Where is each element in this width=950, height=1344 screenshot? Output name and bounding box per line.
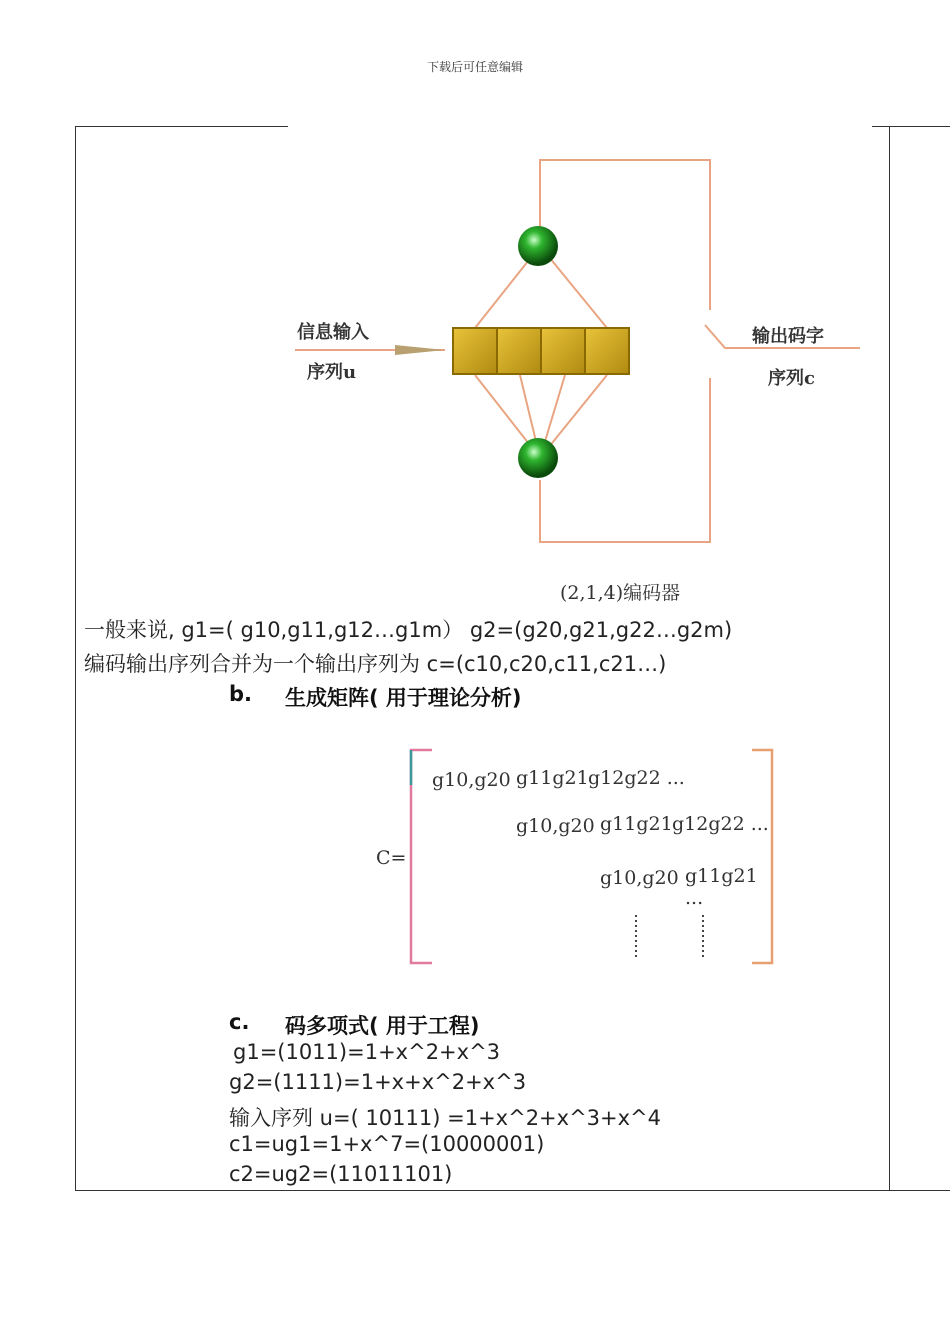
adder-bottom-icon bbox=[518, 438, 558, 478]
section-b-title: 生成矩阵( 用于理论分析) bbox=[285, 686, 522, 710]
section-b-label: b. bbox=[229, 682, 253, 706]
matrix-r1-c1: g10,g20 bbox=[432, 769, 511, 791]
matrix-r3-c2: g11g21 ... bbox=[685, 865, 758, 909]
section-c-label: c. bbox=[229, 1010, 250, 1034]
poly-line-4: c1=ug1=1+x^7=(10000001) bbox=[229, 1132, 545, 1156]
frame-bottom bbox=[75, 1190, 950, 1191]
adder-top-icon bbox=[518, 226, 558, 266]
input-label-1: 信息输入 bbox=[297, 322, 369, 343]
input-arrow-icon bbox=[395, 345, 445, 355]
frame-top-right bbox=[872, 126, 950, 127]
matrix-r2-c1: g10,g20 bbox=[516, 815, 595, 837]
encoder-caption: (2,1,4)编码器 bbox=[560, 582, 681, 604]
matrix-r1-c3: g12g22 ... bbox=[588, 767, 685, 789]
frame-top-left bbox=[75, 126, 288, 127]
matrix-r3-c1: g10,g20 bbox=[600, 867, 679, 889]
poly-line-3: 输入序列 u=( 10111) =1+x^2+x^3+x^4 bbox=[229, 1106, 662, 1130]
shift-register bbox=[453, 328, 629, 374]
matrix-r2-c2: g11g21 bbox=[600, 813, 673, 835]
encoder-diagram bbox=[285, 150, 875, 610]
header-note: 下载后可任意编辑 bbox=[426, 60, 523, 74]
input-label-2: 序列u bbox=[307, 362, 357, 383]
para-line-1: 一般来说, g1=( g10,g11,g12…g1m） g2=(g20,g21,g22…g2m) bbox=[84, 618, 733, 642]
matrix-r2-c3: g12g22 ... bbox=[672, 813, 769, 835]
poly-line-5: c2=ug2=(11011101) bbox=[229, 1162, 453, 1186]
matrix-lhs: C= bbox=[376, 847, 407, 869]
para-line-2: 编码输出序列合并为一个输出序列为 c=(c10,c20,c11,c21…) bbox=[84, 652, 667, 676]
output-label-2: 序列c bbox=[768, 368, 815, 389]
frame-left bbox=[75, 126, 76, 1191]
output-label-1: 输出码字 bbox=[752, 326, 824, 347]
frame-inner-right bbox=[889, 126, 890, 1191]
poly-line-1: g1=(1011)=1+x^2+x^3 bbox=[233, 1040, 501, 1064]
generator-matrix bbox=[370, 745, 780, 970]
poly-line-2: g2=(1111)=1+x+x^2+x^3 bbox=[229, 1070, 527, 1094]
matrix-r1-c2: g11g21 bbox=[516, 767, 589, 789]
section-c-title: 码多项式( 用于工程) bbox=[285, 1014, 480, 1038]
